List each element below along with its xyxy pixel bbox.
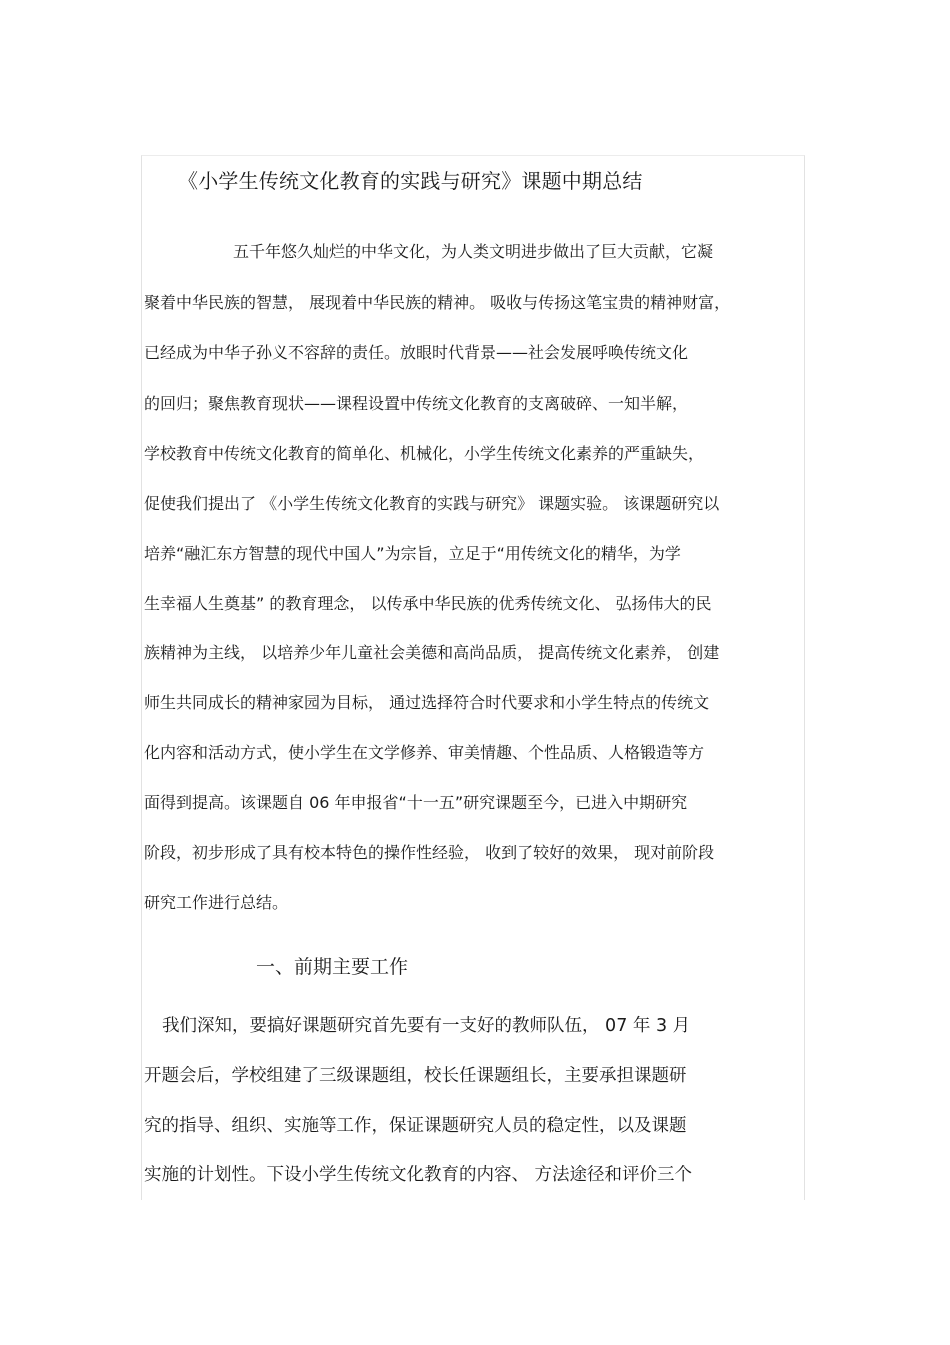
paragraph-line: 生幸福人生奠基” 的教育理念， 以传承中华民族的优秀传统文化、 弘扬伟大的民 — [144, 594, 712, 613]
paragraph-line: 的回归；聚焦教育现状——课程设置中传统文化教育的支离破碎、一知半解， — [144, 394, 689, 413]
section-heading: 一、前期主要工作 — [256, 956, 409, 978]
paragraph-line: 我们深知，要搞好课题研究首先要有一支好的教师队伍， 07 年 3 月 — [162, 1016, 691, 1036]
paragraph-line: 培养“融汇东方智慧的现代中国人”为宗旨，立足于“用传统文化的精华，为学 — [144, 544, 681, 563]
paragraph-line: 五千年悠久灿烂的中华文化，为人类文明进步做出了巨大贡献，它凝 — [233, 242, 714, 261]
paragraph-line: 开题会后，学校组建了三级课题组，校长任课题组长，主要承担课题研 — [144, 1066, 687, 1086]
paragraph-line: 聚着中华民族的智慧， 展现着中华民族的精神。 吸收与传扬这笔宝贵的精神财富， — [144, 293, 731, 312]
paragraph-line: 已经成为中华子孙义不容辞的责任。放眼时代背景——社会发展呼唤传统文化 — [144, 343, 689, 362]
paragraph-line: 究的指导、组织、实施等工作，保证课题研究人员的稳定性，以及课题 — [144, 1116, 687, 1136]
paragraph-line: 面得到提高。该课题自 06 年申报省“十一五”研究课题至今，已进入中期研究 — [144, 793, 688, 812]
paragraph-line: 学校教育中传统文化教育的简单化、机械化，小学生传统文化素养的严重缺失， — [144, 444, 705, 463]
paragraph-line: 族精神为主线， 以培养少年儿童社会美德和高尚品质， 提高传统文化素养， 创建 — [144, 643, 720, 662]
paragraph-line: 实施的计划性。下设小学生传统文化教育的内容、 方法途径和评价三个 — [144, 1165, 693, 1185]
document-title: 《小学生传统文化教育的实践与研究》课题中期总结 — [178, 169, 643, 193]
paragraph-line: 促使我们提出了 《小学生传统文化教育的实践与研究》 课题实验。 该课题研究以 — [144, 494, 720, 513]
paragraph-line: 化内容和活动方式，使小学生在文学修养、审美情趣、个性品质、人格锻造等方 — [144, 743, 705, 762]
paragraph-line: 研究工作进行总结。 — [144, 893, 289, 912]
paragraph-line: 师生共同成长的精神家园为目标， 通过选择符合时代要求和小学生特点的传统文 — [144, 693, 710, 712]
paragraph-line: 阶段，初步形成了具有校本特色的操作性经验， 收到了较好的效果， 现对前阶段 — [144, 843, 715, 862]
